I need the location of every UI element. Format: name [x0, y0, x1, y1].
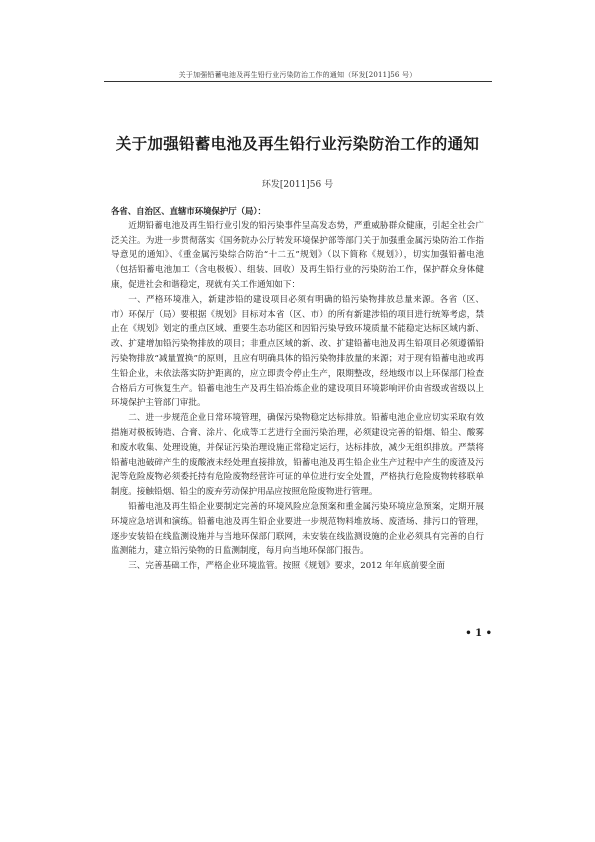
paragraph-section-1: 一、严格环境准入，新建涉铅的建设项目必须有明确的铅污染物排放总量来源。各省（区、市）环保厅（局）要根据《规划》目标对本省（区、市）的所有新建涉铅的项目进行统筹考虑，禁止在《规划》划定的重点区域、重要生态功能区和因铅污染导致环境质量不能稳定达标区域内新、改、扩建增加铅污染物排放的项目；非重点区域的新、改、扩建铅蓄电池及再生铅项目必须遵循铅污染物排放“减量置换”的原则，且应有明确具体的铅污染物排放量的来源；对于现有铅蓄电池或再生铅企业，未依法落实防护距离的，应立即责令停止生产，限期整改，经地级市以上环保部门检查合格后方可恢复生产。铅蓄电池生产及再生铅冶炼企业的建设项目环境影响评价由省级或省级以上环境保护主管部门审批。: [111, 294, 484, 409]
document-number: 环发[2011]56 号: [261, 180, 334, 190]
paragraph-intro: 近期铅蓄电池及再生铅行业引发的铅污染事件呈高发态势，严重威胁群众健康，引起全社会广泛关注。为进一步贯彻落实《国务院办公厅转发环境保护部等部门关于加强重金属污染防治工作指导意见的通知》、《重金属污染综合防治“十二五”规划》（以下简称《规划》），切实加强铅蓄电池（包括铅蓄电池加工（含电极板）、组装、回收）及再生铅行业的污染防治工作，保护群众身体健康，促进社会和谐稳定，现就有关工作通知如下：: [111, 220, 484, 290]
document-body: [111, 204, 484, 574]
salutation: 各省、自治区、直辖市环境保护厅（局）：: [111, 206, 266, 216]
paragraph-emergency-plan: 铅蓄电池及再生铅企业要制定完善的环境风险应急预案和重金属污染环境应急预案，定期开展环境应急培训和演练。铅蓄电池及再生铅企业要进一步规范物料堆放场、废渣场、排污口的管理，逐步安装铅在线监测设施并与当地环保部门联网，未安装在线监测设施的企业必须具有完善的自行监测能力，建立铅污染物的日监测制度，每月向当地环保部门报告。: [111, 501, 484, 557]
paragraph-section-2: 二、进一步规范企业日常环境管理，确保污染物稳定达标排放。铅蓄电池企业应切实采取有效措施对极板铸造、合膏、涂片、化成等工艺进行全面污染治理，必须建设完善的铅烟、铅尘、酸雾和废水收集、处理设施，并保证污染治理设施正常稳定运行，达标排放，减少无组织排放。严禁将铅蓄电池破碎产生的废酸液未经处理直接排放，铅蓄电池及再生铅企业生产过程中产生的废渣及污泥等危险废物必须委托持有危险废物经营许可证的单位进行安全处置，严格执行危险废物转移联单制度。接触铅烟、铅尘的废弃劳动保护用品应按照危险废物进行管理。: [111, 413, 484, 498]
running-header: 关于加强铅蓄电池及再生铅行业污染防治工作的通知（环发[2011]56 号）: [178, 71, 417, 79]
document-title: 关于加强铅蓄电池及再生铅行业污染防治工作的通知: [115, 135, 480, 153]
paragraph-section-3: 三、完善基础工作，严格企业环境监管。按照《规划》要求，2012 年年底前要全面: [128, 561, 445, 572]
page-number: • 1 •: [465, 628, 492, 639]
header-rule: [104, 81, 492, 82]
